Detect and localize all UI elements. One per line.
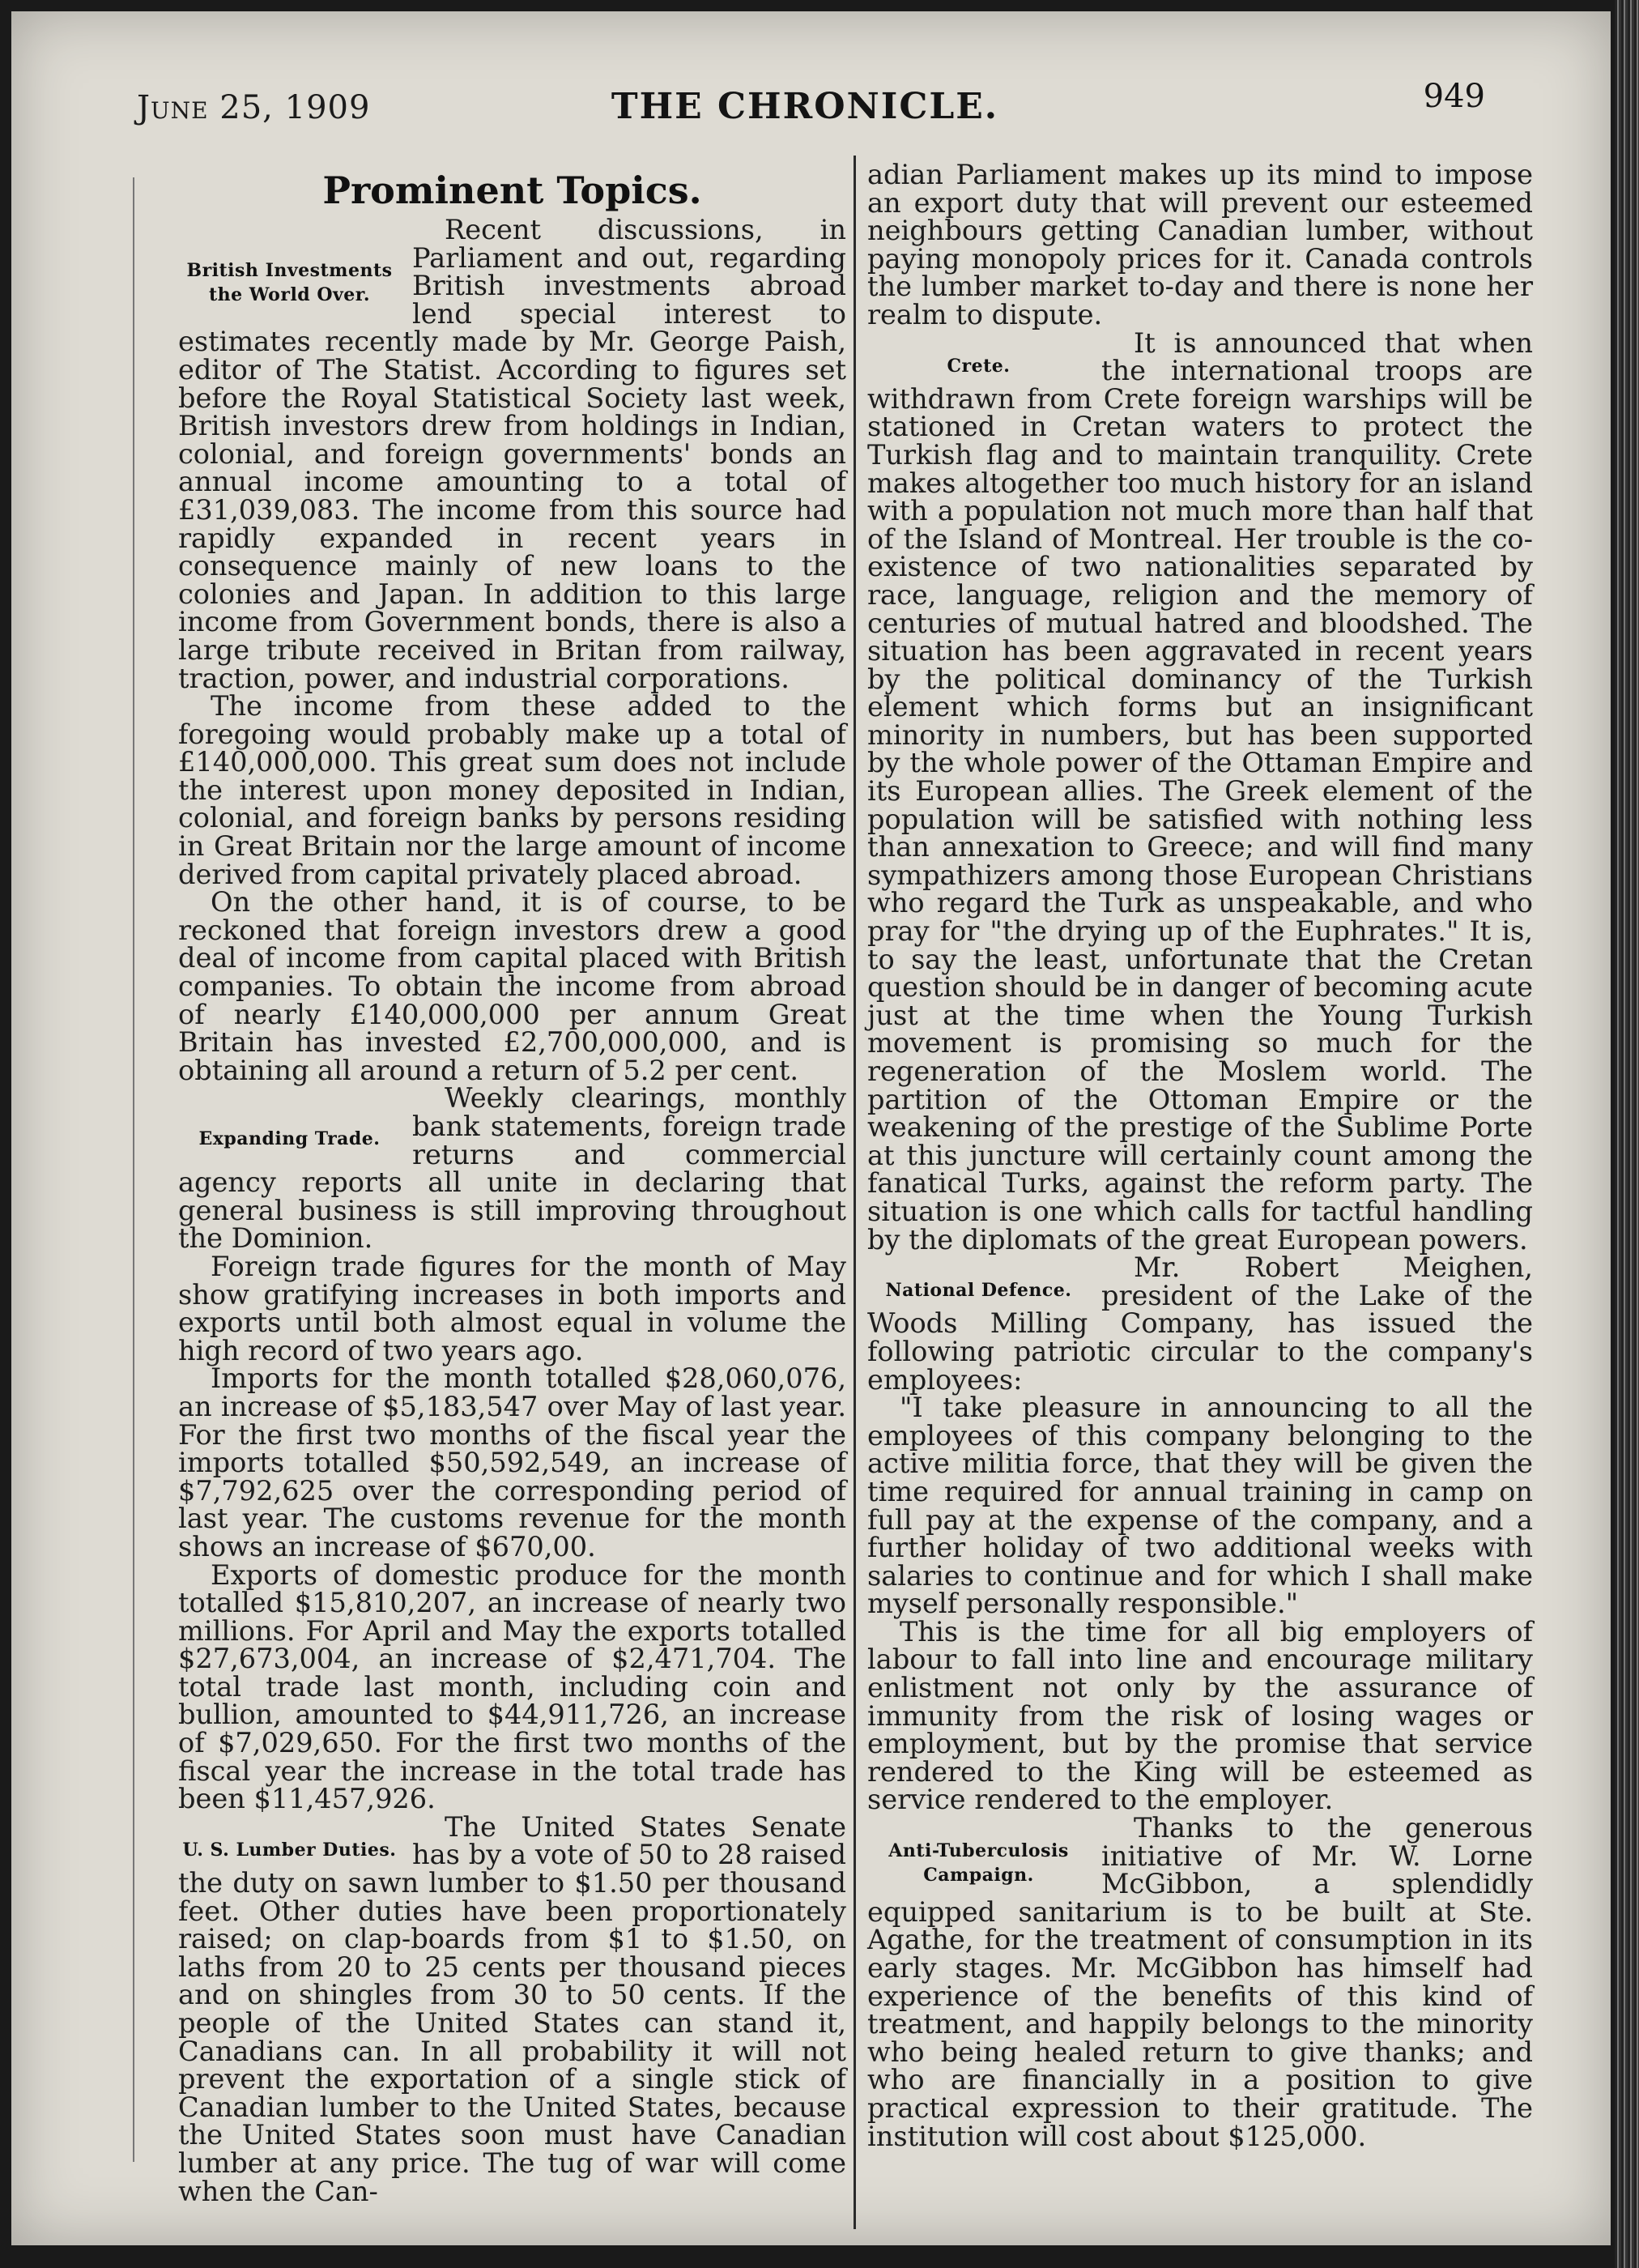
topic-heading: British Investments the World Over.	[186, 260, 393, 305]
paragraph: Mr. Robert Meighen, president of the Lake of the Woods Milling Company, has issued the following patriotic circular to the company's employees:	[867, 1251, 1533, 1396]
topic-heading: Expanding Trade.	[198, 1128, 381, 1150]
paragraph: It is announced that when the international troops are withdrawn from Crete foreign warships will be stationed in Cretan waters to protect the Turkish flag and to maintain tranquility. Crete makes altogether too much history for an island with a population not much more than half that of the Island of Montreal. Her trouble is the co-existence of two nationalities separated by race, language, religion and the memory of centuries of mutual hatred and bloodshed. The situation has been aggravated in recent years by the political dominancy of the Turkish element which forms but an insignificant minority in numbers, but has been supported by the whole power of the Ottaman Empire and its European allies. The Greek element of the population will be satisfied with nothing less than annexation to Greece; and will find many sympathizers among those European Christians who regard the Turk as unspeakable, and who pray for "the drying up of the Euphrates." It is, to say the least, unfortunate that the Cretan question should be in danger of becoming acute just at the time when the Young Turkish movement is promising so much for the regeneration of the Moslem world. The partition of the Ottoman Empire or the weakening of the prestige of the Sublime Porte at this juncture will certainly count among the fanatical Turks, against the reform party. The situation is one which calls for tactful handling by the diplomats of the great European powers.	[867, 326, 1533, 1256]
paragraph: Imports for the month totalled $28,060,076, an increase of $5,183,547 over May of last year. For the first two months of the fiscal year the imports totalled $50,592,549, an increase of $7,792,625 over the corresponding period of last year. The customs revenue for the month shows an increase of $670,00.	[178, 1362, 846, 1562]
topic-anti-tuberculosis	[867, 1814, 1533, 2151]
running-head	[125, 75, 1485, 131]
topic-expanding-trade	[178, 1082, 846, 1815]
topic-heading: Crete.	[947, 355, 1011, 377]
right-column	[867, 161, 1533, 2170]
paragraph: This is the time for all big employers of labour to fall into line and encourage military enlistment not only by the assurance of immunity from the risk of losing wages or employment, but by the promise that service rendered to the King will be esteemed as service rendered to the employer.	[867, 1615, 1533, 1816]
paragraph: Thanks to the generous initiative of Mr. W. Lorne McGibbon, a splendidly equipped sanitarium is to be built at Ste. Agathe, for the treatment of consumption in its early stages. Mr. McGibbon has himself had experience of the benefits of this kind of treatment, and happily belongs to the minority who being healed return to give thanks; and who are financially in a position to give practical expression to their gratitude. The institution will cost about $125,000.	[867, 1812, 1533, 2152]
issue-date: June 25, 1909	[137, 89, 371, 126]
topic-heading: Anti-Tuberculosis Campaign.	[888, 1840, 1069, 1886]
paragraph: "I take pleasure in announcing to all the employees of this company belonging to the active militia force, that they will be given the time required for annual training in camp on full pay at the expense of the company, and a further holiday of two additional weeks with salaries to continue and for which I shall make myself personally responsible."	[867, 1392, 1533, 1620]
newspaper-page	[11, 11, 1611, 2245]
topic-british-investments	[178, 216, 846, 1085]
paragraph-continuation: adian Parliament makes up its mind to impose an export duty that will prevent our esteemed neighbours getting Canadian lumber, without paying monopoly prices for it. Canada controls the lumber market to-day and there is none her realm to dispute.	[867, 159, 1533, 330]
topic-crete	[867, 326, 1533, 1256]
topic-national-defence	[867, 1251, 1533, 1816]
book-page-edge	[1615, 0, 1639, 2268]
paragraph: The United States Senate has by a vote of 50 to 28 raised the duty on sawn lumber to $1.50 per thousand feet. Other duties have been proportionately raised; on clap-boards from $1 to $1.50, on laths from 20 to 25 cents per thousand pieces and on shingles from 30 to 50 cents. If the people of the United States can stand it, Canadians can. In all probability it will not prevent the exportation of a single stick of Canadian lumber to the United States, because the United States soon must have Canadian lumber at any price. The tug of war will come when the Can-	[178, 1810, 846, 2207]
paragraph: The income from these added to the foregoing would probably make up a total of £140,000,000. This great sum does not include the interest upon money deposited in Indian, colonial, and foreign banks by persons residing in Great Britain nor the large amount of income derived from capital privately placed abroad.	[178, 690, 846, 890]
topic-us-lumber-duties	[178, 1810, 846, 2207]
paragraph: Recent discussions, in Parliament and out, regarding British investments abroad lend special interest to estimates recently made by Mr. George Paish, editor of The Statist. According to figures set before the Royal Statistical Society last week, British investors drew from holdings in Indian, colonial, and foreign governments' bonds an annual income amounting to a total of £31,039,083. The income from this source had rapidly expanded in recent years in consequence mainly of new loans to the colonies and Japan. In addition to this large income from Government bonds, there is also a large tribute received in Britan from railway, traction, power, and industrial corporations.	[178, 214, 846, 694]
publication-title: THE CHRONICLE.	[611, 86, 999, 127]
paragraph: Weekly clearings, monthly bank statements, foreign trade returns and commercial agency reports all unite in declaring that general business is still improving throughout the Dominion.	[178, 1082, 846, 1255]
paragraph: Exports of domestic produce for the month totalled $15,810,207, an increase of nearly two millions. For April and May the exports totalled $27,673,004, an increase of $2,471,704. The total trade last month, including coin and bullion, amounted to $44,911,726, an increase of $7,029,650. For the first two months of the fiscal year the increase in the total trade has been $11,457,926.	[178, 1558, 846, 1815]
paragraph: Foreign trade figures for the month of May show gratifying increases in both imports and exports until both almost equal in volume the high record of two years ago.	[178, 1250, 846, 1366]
section-title: Prominent Topics.	[322, 168, 702, 212]
topic-heading: National Defence.	[885, 1280, 1072, 1302]
left-column	[178, 161, 846, 2207]
paragraph: On the other hand, it is of course, to be reckoned that foreign investors drew a good deal of income from capital placed with British companies. To obtain the income from abroad of nearly £140,000,000 per annum Great Britain has invested £2,700,000,000, and is obtaining all around a return of 5.2 per cent.	[178, 886, 846, 1086]
column-divider	[854, 156, 856, 2229]
left-column-border	[133, 177, 134, 2162]
topic-heading: U. S. Lumber Duties.	[182, 1839, 397, 1861]
page-number: 949	[1423, 78, 1485, 115]
